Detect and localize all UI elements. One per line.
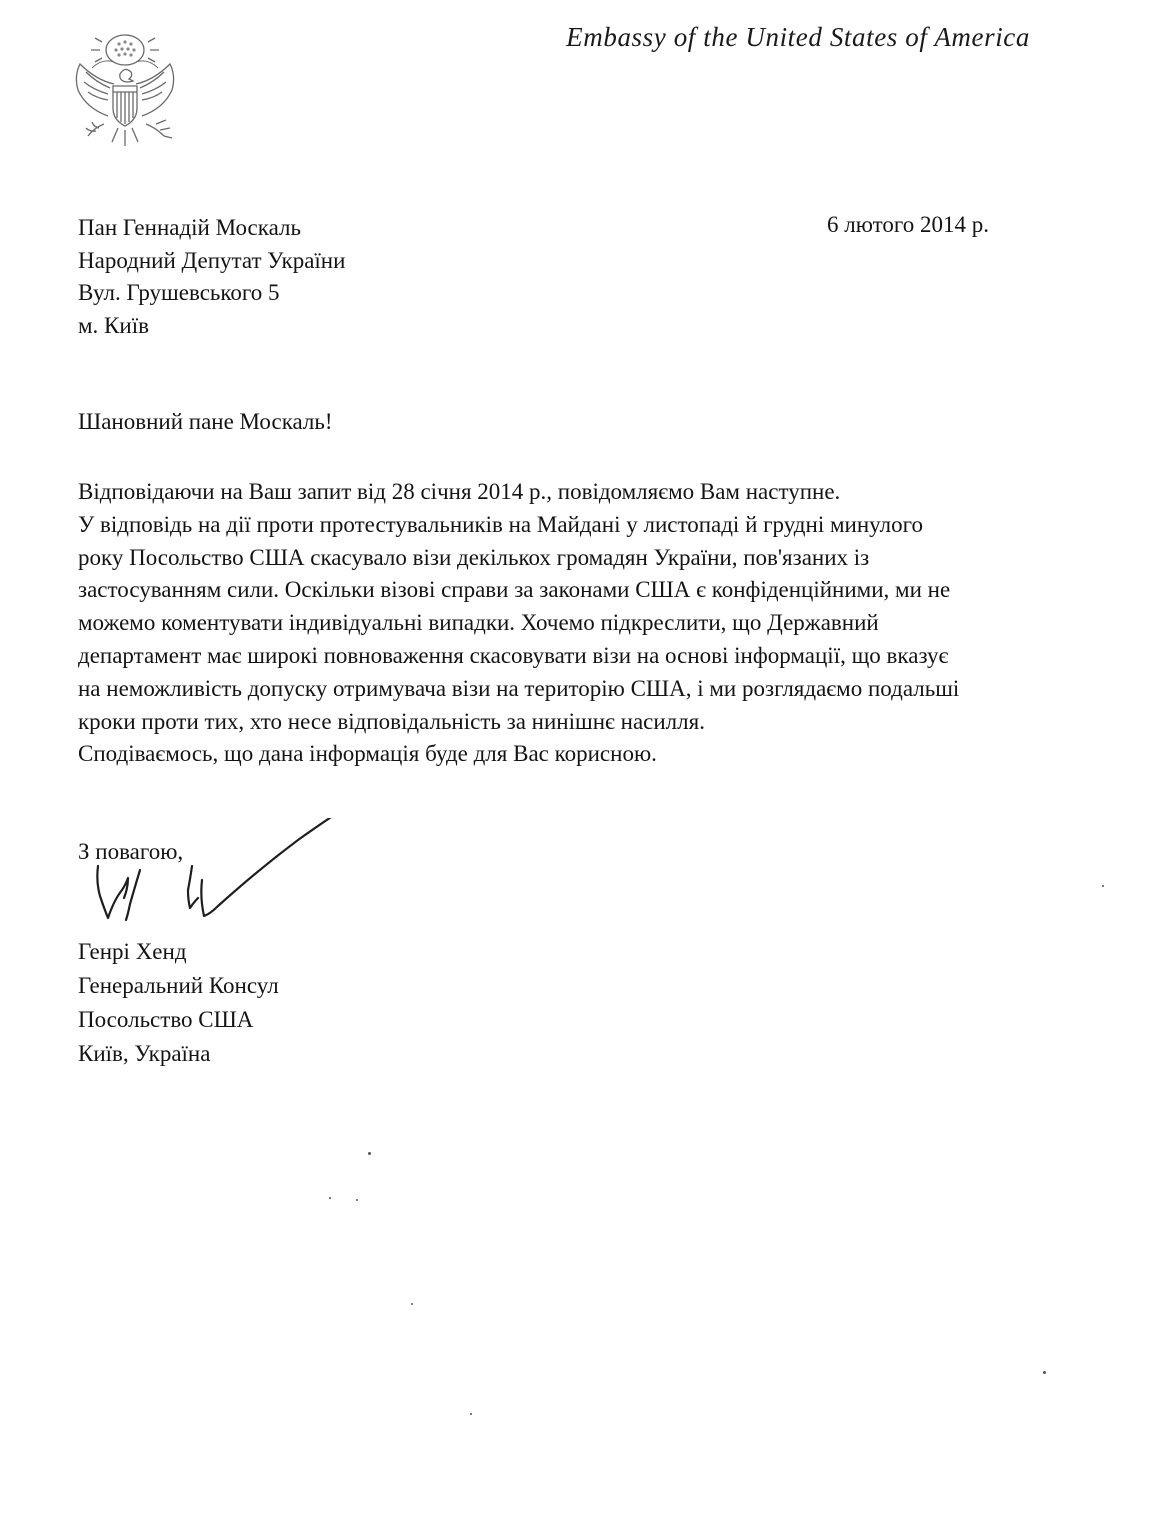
scan-speck — [356, 1199, 358, 1201]
signer-location: Київ, Україна — [78, 1041, 211, 1066]
body-line: Сподіваємось, що дана інформація буде для Вас корисною. — [78, 741, 657, 767]
signer-name: Генрі Хенд — [78, 939, 187, 964]
scan-speck — [1043, 1371, 1046, 1374]
body-line: кроки проти тих, хто несе відповідальність за нинішнє насилля. — [78, 708, 705, 734]
scan-speck — [470, 1413, 472, 1415]
letter-body — [78, 476, 1078, 771]
body-line: року Посольство США скасувало візи декількох громадян України, пов'язаних із — [78, 544, 870, 570]
recipient-line: Вул. Грушевського 5 — [78, 280, 280, 305]
letter-date: 6 лютого 2014 р. — [827, 212, 989, 237]
body-line: застосуванням сили. Оскільки візові справи за законами США є конфіденційними, ми не — [78, 577, 951, 603]
signer-block — [78, 935, 279, 1071]
scan-speck — [329, 1197, 331, 1199]
signer-organization: Посольство США — [78, 1007, 254, 1032]
handwritten-signature-icon — [84, 818, 364, 934]
body-line: на неможливість допуску отримувача візи на територію США, і ми розглядаємо подальші — [78, 675, 960, 701]
signer-title: Генеральний Консул — [78, 973, 279, 998]
scan-speck — [368, 1152, 371, 1155]
recipient-line: Народний Депутат України — [78, 247, 346, 273]
closing-phrase: З повагою, — [78, 839, 184, 864]
great-seal-eagle-icon — [64, 28, 186, 154]
scan-speck — [411, 1303, 413, 1305]
body-line: Відповідаючи на Ваш запит від 28 січня 2014 р., повідомляємо Вам наступне. — [78, 479, 841, 504]
scan-speck — [1102, 885, 1104, 887]
recipient-address — [78, 212, 345, 342]
letterhead-title: Embassy of the United States of America — [566, 22, 1030, 52]
recipient-line: Пан Геннадій Москаль — [78, 215, 301, 240]
salutation: Шановний пане Москаль! — [78, 409, 333, 434]
body-line: департамент має широкі повноваження скасовувати візи на основі інформації, що вказує — [78, 642, 949, 668]
body-line: У відповідь на дії проти протестувальників на Майдані у листопаді й грудні минулого — [78, 511, 923, 537]
body-line: можемо коментувати індивідуальні випадки. Хочемо підкреслити, що Державний — [78, 610, 879, 636]
recipient-line: м. Київ — [78, 312, 149, 338]
